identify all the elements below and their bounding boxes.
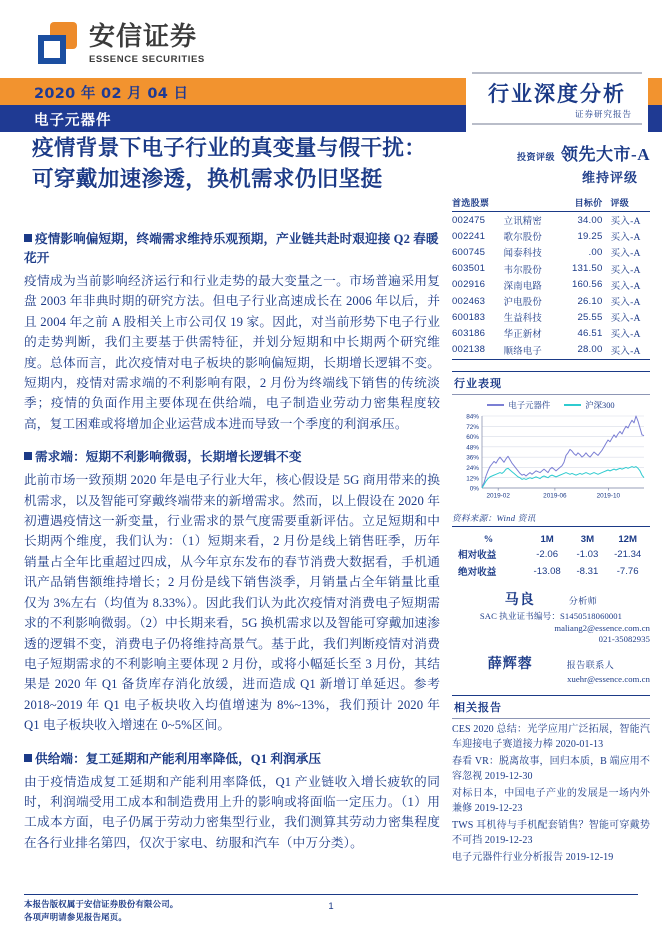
list-item[interactable]: 电子元器件行业分析报告 2019-12-19 [452,851,614,863]
stock-name: 生益科技 [503,314,542,325]
brand-name-en: ESSENCE SECURITIES [89,54,205,65]
analyst-email[interactable]: xuehr@essence.com.cn [567,673,650,684]
section-heading-text: 需求端：短期不利影响微弱，长期增长逻辑不变 [35,450,302,465]
header-divider-top [472,72,642,74]
svg-text:0%: 0% [469,485,479,493]
absolute-return-1m: -13.08 [533,565,561,577]
rating-action: 维持评级 [581,170,638,185]
svg-text:72%: 72% [466,423,479,431]
absolute-return-12m: -7.76 [616,565,639,577]
chart-legend [452,399,650,411]
column-header-percent: % [483,533,494,545]
stock-name: 深南电路 [503,281,542,292]
section-1 [24,230,440,434]
column-header-1m: 1M [540,533,554,545]
chart-canvas [452,412,650,504]
stock-rating: 买入-A [610,232,641,244]
bullet-square-icon [24,452,32,460]
table-row[interactable] [452,261,650,277]
stock-code: 603186 [452,327,486,339]
footer-disclaimer-line-1: 本报告版权属于安信证券股份有限公司。 [24,900,179,909]
table-bottom-rule [452,359,650,360]
stock-name: 华正新材 [503,330,542,341]
investment-rating [452,140,650,165]
svg-text:24%: 24% [466,464,479,472]
table-row [452,563,650,580]
list-item[interactable]: 对标日本，中国电子产业的发展是一场内外兼修 2019-12-23 [452,787,650,814]
rating-label: 投资评级 [517,152,556,162]
target-price: 19.25 [577,230,603,242]
absolute-return-3m: -8.31 [576,565,599,577]
section-paragraph: 此前市场一致预期 2020 年是电子行业大年，核心假设是 5G 商用带来的换机需求，以及智能可穿戴终端带来的新增需求。然而，以上假设在 2020 年初遭遇疫情这一新变量，行业需求的景气度需要重新评估。立足短期和中长期两个维度，我们认为：（1）短期来看，2 月份是线上销售旺季，历年销量占全年比重超过四成，从今年京东发布的春节消费大数据看，手机通讯产品销售额维持增长；2 月份是线下销售淡季，月销量占全年销量比重仅为 3%左右（均值为 8.33%）。因此我们认为此次疫情对消费电子短期需求的不利影响微弱。（2）中长期来看，5G 换机需求以及智能可穿戴加速渗透的逻辑不变，消费电子仍将维持高景气。基于此，我们判断疫情对消费电子短期需求的不利影响主要体现 2 月份，或将小幅延长至 3 月份，其结果是 2020 年 Q1 备货库存消化放缓，进而造成 Q1 新增订单延迟。参考 2018~2019 年 Q1 电子板块收入均值增速为 8%~13%，我们预计 2020 年 Q1 电子板块收入增速在 0~5%区间。 [24,473,440,733]
header-orange-band-right [648,78,662,105]
table-row[interactable] [452,228,650,244]
bullet-square-icon [24,234,32,242]
table-row[interactable] [452,212,650,229]
stock-code: 002916 [452,279,486,291]
target-price: 34.00 [577,214,603,226]
table-row [452,546,650,563]
stock-rating: 买入-A [610,216,641,228]
analyst-name-row [452,653,650,673]
industry-performance-title: 行业表现 [452,371,650,395]
legend-swatch-icon [564,404,581,406]
stock-rating: 买入-A [610,248,641,260]
target-price: 26.10 [577,295,603,307]
table-row[interactable] [452,325,650,341]
stock-rating: 买入-A [610,280,641,292]
analyst-phone: 021-35082935 [598,633,650,644]
stock-table-body [452,212,650,358]
stock-code: 603501 [452,263,486,275]
target-price: 160.56 [571,279,603,291]
stock-code: 002463 [452,295,486,307]
footer-divider [24,894,638,895]
stock-name: 韦尔股份 [503,265,542,276]
section-heading-text: 疫情影响偏短期，终端需求维持乐观预期，产业链共赴时艰迎接 Q2 春暖花开 [24,232,439,265]
logo-mark-icon [36,22,80,67]
stock-rating: 买入-A [610,345,641,357]
target-price: 131.50 [571,263,603,275]
stock-rating: 买入-A [610,297,641,309]
analyst-name: 薛辉蓉 [487,656,533,672]
svg-text:60%: 60% [466,433,479,441]
footer-disclaimer-line-2: 各项声明请参见报告尾页。 [24,912,127,922]
section-2 [24,448,440,735]
section-paragraph: 疫情成为当前影响经济运行和行业走势的最大变量之一。市场普遍采用复盘 2003 年非典时期的研究方法。但电子行业高速成长在 2006 年以后，并且 2004 年之前 A 股相关上市公司仅 19 家。因此，对当前形势下电子行业的走势判断，我们主要基于供需特征，并划分短期和中长期两个研究维度。总体而言，此次疫情对电子板块的影响偏短期，长期增长逻辑不变。短期内，疫情对需求端的不利影响有限，2 月份为终端线下销售的传统淡季；疫情的负面作用主要体现在供给端，电子制造业劳动力密集程度较高，复工困难或将增加企业运营成本进而导致一个季度的利润承压。 [24,274,440,431]
page-number: 1 [328,901,334,912]
bullet-square-icon [24,754,32,762]
target-price: 46.51 [577,327,603,339]
section-heading [24,448,440,467]
target-price: 25.55 [577,311,603,323]
analyst-name-row [452,589,650,609]
list-item[interactable]: TWS 耳机待与手机配套销售？智能可穿戴势不可挡 2019-12-23 [452,819,650,846]
svg-text:2019-10: 2019-10 [596,492,621,500]
section-3 [24,750,440,854]
stock-name: 歌尔股份 [503,233,542,244]
related-reports-title: 相关报告 [452,695,650,719]
stock-name: 沪电股份 [503,298,542,309]
relative-return-1m: -2.06 [536,548,559,560]
report-type-label: 行业深度分析 [488,82,626,106]
svg-text:84%: 84% [466,413,479,421]
brand-name-cn: 安信证券 [89,22,198,52]
stock-code: 002138 [452,344,486,356]
table-row[interactable] [452,244,650,260]
svg-text:2019-06: 2019-06 [543,492,567,500]
stock-name: 闻泰科技 [503,249,542,260]
section-heading [24,750,440,769]
svg-text:2019-02: 2019-02 [486,492,510,500]
stock-code: 002475 [452,214,486,226]
report-date: 2020 年 02 月 04 日 [34,86,189,102]
stock-name: 立讯精密 [503,217,542,228]
analyst-email[interactable]: maliang2@essence.com.cn [554,622,650,633]
sidebar [452,140,650,867]
table-row[interactable] [452,277,650,293]
column-header-12m: 12M [618,533,637,545]
preferred-stock-table [452,195,650,358]
table-header-row [452,533,650,546]
company-logo [36,22,205,67]
target-price: .00 [588,246,603,258]
svg-text:48%: 48% [466,444,479,452]
header-divider-bottom [472,123,642,125]
table-row[interactable] [452,293,650,309]
report-subtype-label: 证券研究报告 [574,109,632,119]
analyst-role: 报告联系人 [566,659,615,670]
legend-item-series-1 [564,399,614,411]
chart-source: 资料来源：Wind 资讯 [452,512,650,527]
relative-return-3m: -1.03 [576,548,599,560]
stock-rating: 买入-A [610,329,641,341]
related-reports-list [452,722,650,865]
analyst-sac-number: SAC 执业证书编号：S1450518060001 [479,610,623,621]
relative-return-12m: -21.34 [614,548,642,560]
stock-code: 600183 [452,311,486,323]
column-header-stock: 首选股票 [452,198,490,208]
relative-return-label: 相对收益 [458,550,497,562]
legend-swatch-icon [487,404,504,406]
header-blue-band-right [648,105,662,132]
column-header-target-price: 目标价 [574,198,603,208]
column-header-rating: 评级 [610,198,630,208]
stock-rating: 买入-A [610,313,641,325]
analyst-block-2 [452,653,650,684]
industry-name: 电子元器件 [34,113,112,129]
svg-text:36%: 36% [466,454,479,462]
stock-code: 600745 [452,246,486,258]
column-header-blank [504,195,559,212]
column-header-3m: 3M [580,533,595,545]
legend-label: 沪深300 [585,400,615,410]
rating-value: 领先大市-A [561,145,650,164]
industry-performance-chart [452,399,650,511]
list-item[interactable]: CES 2020 总结：光学应用广泛拓展，智能汽车迎接电子赛道接力棒 2020-01-13 [452,723,650,750]
absolute-return-label: 绝对收益 [458,567,497,579]
stock-name: 顺络电子 [503,346,542,357]
analyst-name: 马良 [504,592,535,608]
section-heading-text: 供给端：复工延期和产能利用率降低，Q1 利润承压 [35,751,322,766]
analyst-role: 分析师 [568,595,598,606]
table-header-row [452,195,650,212]
returns-table [452,533,650,580]
page-title: 疫情背景下电子行业的真变量与假干扰：可穿戴加速渗透，换机需求仍旧坚挺 [32,136,427,191]
stock-rating: 买入-A [610,264,641,276]
table-row[interactable] [452,309,650,325]
section-heading [24,230,440,268]
logo-blue-square-icon [38,35,66,64]
list-item[interactable]: 春看 VR：脱离故事，回归本质，B 端应用不容忽视 2019-12-30 [452,755,650,782]
report-type-block [466,72,648,138]
target-price: 28.00 [577,344,603,356]
analyst-block-1 [452,589,650,644]
returns-table-body [452,546,650,580]
article-body [24,230,440,867]
legend-label: 电子元器件 [508,400,551,410]
svg-text:12%: 12% [466,475,479,483]
section-paragraph: 由于疫情造成复工延期和产能利用率降低，Q1 产业链收入增长疲软的同时，利润端受用工成本和制造费用上升的影响或将面临一定压力。（1）用工成本方面，电子仍属于劳动力密集型行业，我们测算其劳动力密集程度在各行业排名第四，仅次于家电、纺服和汽车（中万分类）。 [24,774,440,850]
stock-code: 002241 [452,230,486,242]
legend-item-series-0 [487,399,550,411]
table-row[interactable] [452,342,650,358]
